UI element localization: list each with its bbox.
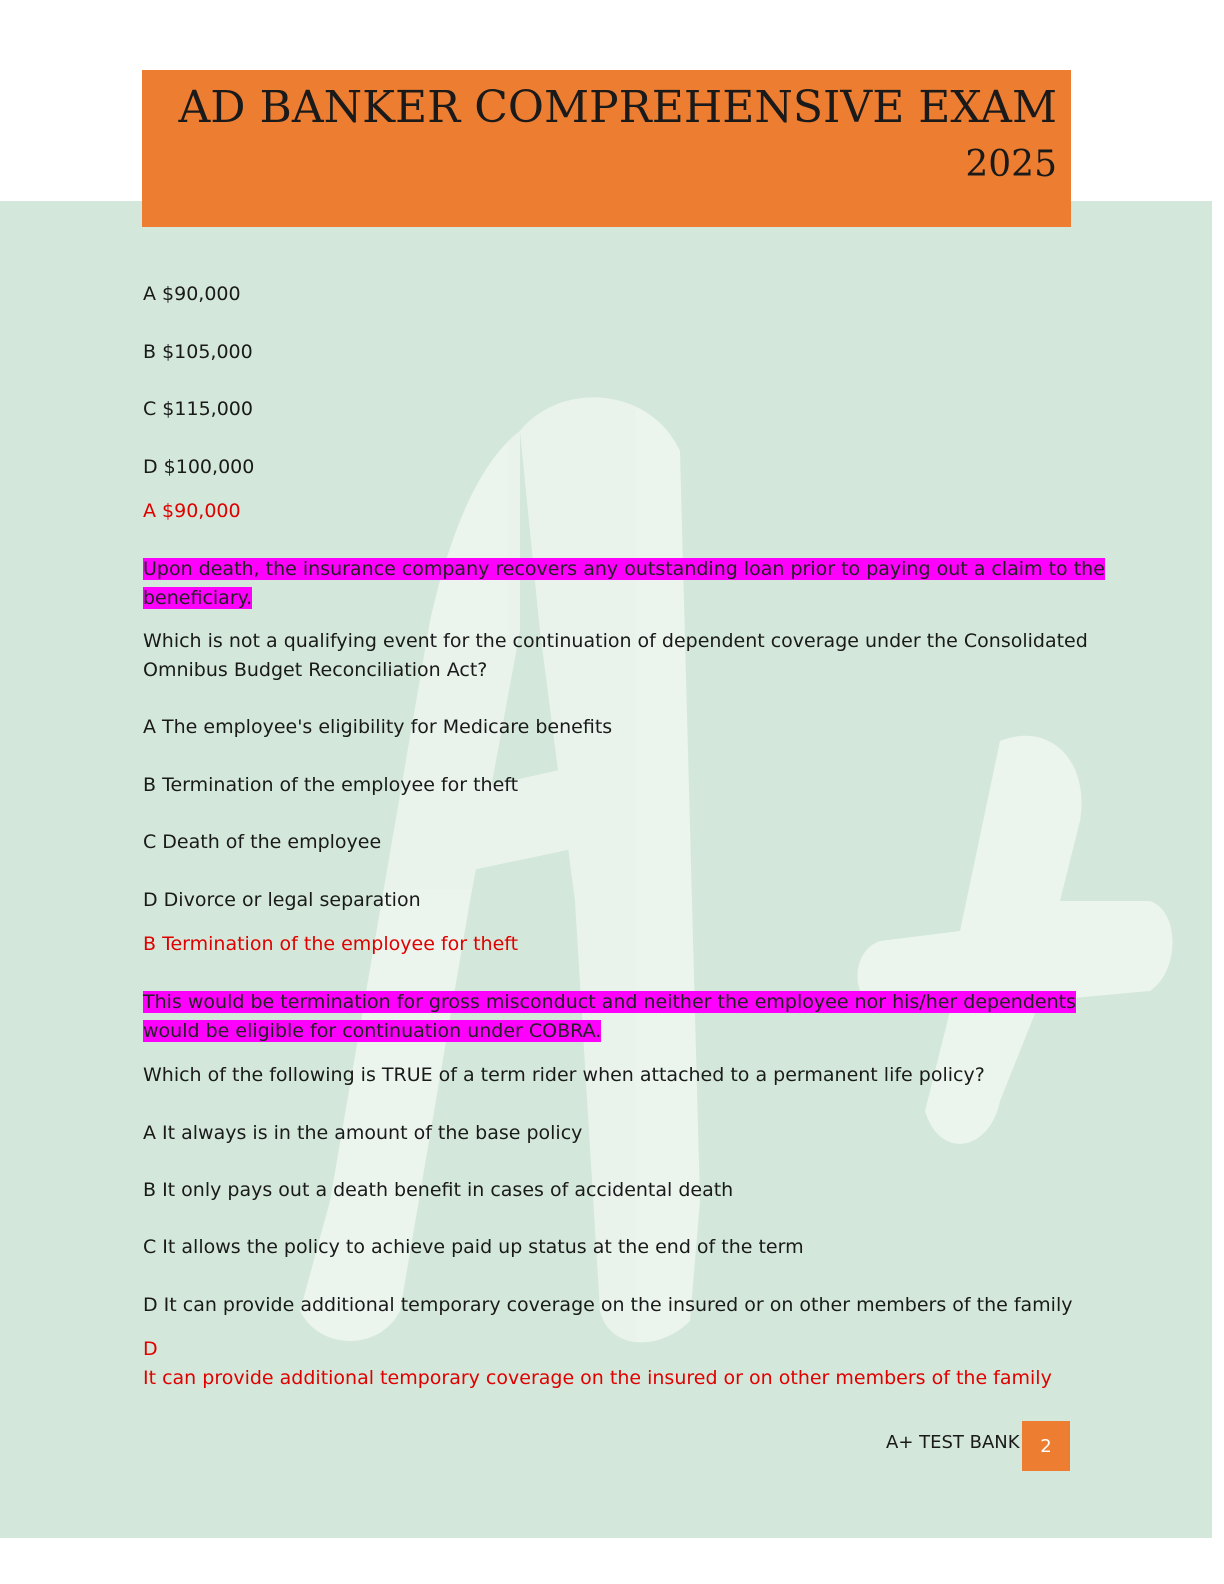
q2-explanation: [143, 988, 1076, 1017]
document-header: [142, 70, 1071, 227]
q2-answer: B Termination of the employee for theft: [143, 933, 519, 955]
document-title: AD BANKER COMPREHENSIVE EXAM: [178, 82, 1057, 133]
q3-option-d: D It can provide additional temporary coverage on the insured or on other members of the family: [143, 1294, 1073, 1316]
q1-explanation: [143, 555, 1105, 584]
q2-explanation-line-1: This would be termination for gross misconduct and neither the employee nor his/her dependents: [143, 991, 1076, 1013]
q2-explanation-line-2: would be eligible for continuation under COBRA.: [143, 1020, 602, 1042]
q2-option-b: B Termination of the employee for theft: [143, 774, 519, 796]
q1-option-a: A $90,000: [143, 283, 241, 305]
q1-option-c: C $115,000: [143, 398, 253, 420]
q2-option-d: D Divorce or legal separation: [143, 889, 421, 911]
q3-option-b: B It only pays out a death benefit in cases of accidental death: [143, 1179, 734, 1201]
q3-answer-letter: D: [143, 1338, 158, 1360]
q2-explanation-cont: [143, 1017, 601, 1046]
q1-explanation-line-1: Upon death, the insurance company recovers any outstanding loan prior to paying out a claim to the: [143, 558, 1105, 580]
q2-option-a: A The employee's eligibility for Medicare benefits: [143, 716, 613, 738]
q1-explanation-line-2: beneficiary.: [143, 587, 253, 609]
footer-label: A+ TEST BANK: [886, 1432, 1020, 1453]
q3-answer-text: It can provide additional temporary coverage on the insured or on other members of the family: [143, 1367, 1052, 1389]
q2-question-line-1: Which is not a qualifying event for the continuation of dependent coverage under the Consolidated: [143, 630, 1088, 652]
q3-question: Which of the following is TRUE of a term rider when attached to a permanent life policy?: [143, 1064, 985, 1086]
q2-question-line-2: Omnibus Budget Reconciliation Act?: [143, 659, 488, 681]
document-year: 2025: [965, 144, 1057, 185]
q1-option-d: D $100,000: [143, 456, 255, 478]
q1-option-b: B $105,000: [143, 341, 253, 363]
page-number: 2: [1022, 1421, 1070, 1471]
q3-option-c: C It allows the policy to achieve paid up status at the end of the term: [143, 1236, 804, 1258]
q3-option-a: A It always is in the amount of the base policy: [143, 1122, 583, 1144]
q1-answer: A $90,000: [143, 500, 241, 522]
q2-option-c: C Death of the employee: [143, 831, 382, 853]
q1-explanation-cont: [143, 584, 252, 613]
